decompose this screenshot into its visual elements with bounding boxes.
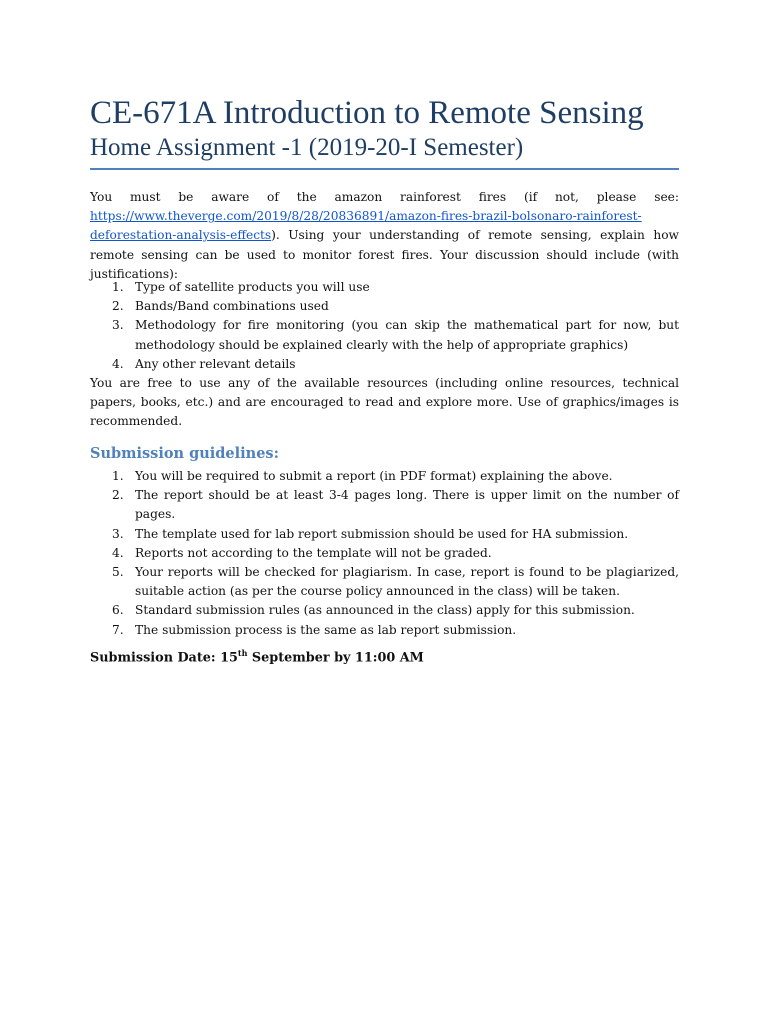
- list-item: [90, 621, 679, 640]
- submission-date-suffix: September by 11:00 AM: [247, 650, 424, 666]
- list-text: Standard submission rules (as announced in the class) apply for this submission.: [135, 603, 635, 618]
- article-link[interactable]: https://www.theverge.com/2019/8/28/20836891/amazon-fires-brazil-bolsonaro-rainforest-deforestation-analysis-effects: [90, 209, 642, 243]
- list-number: 2.: [112, 488, 124, 503]
- submission-date-ordinal: th: [237, 648, 248, 658]
- list-text: Methodology for fire monitoring (you can skip the mathematical part for now, but methodology should be explained clearly with the help of appropriate graphics): [135, 318, 679, 352]
- list-text: Bands/Band combinations used: [135, 299, 329, 314]
- list-text: Your reports will be checked for plagiarism. In case, report is found to be plagiarized, suitable action (as per the course policy announced in the class) will be taken.: [135, 565, 679, 599]
- list-text: Type of satellite products you will use: [135, 280, 370, 294]
- list-item: [90, 316, 679, 354]
- list-number: 1.: [112, 280, 124, 294]
- list-item: [90, 355, 679, 374]
- list-item: [90, 544, 679, 563]
- list-text: You will be required to submit a report (in PDF format) explaining the above.: [135, 469, 613, 483]
- list-item: [90, 467, 679, 486]
- list-number: 3.: [112, 526, 124, 541]
- list-item: [90, 278, 679, 297]
- list-number: 4.: [112, 356, 124, 371]
- guidelines-heading: Submission guidelines:: [90, 445, 279, 462]
- list-text: The template used for lab report submission should be used for HA submission.: [135, 526, 629, 541]
- intro-text-after: ). Using your understanding of remote sensing, explain how remote sensing can be used to monitor forest fires. Your discussion should include (with justifications):: [90, 228, 679, 281]
- list-number: 1.: [112, 469, 124, 483]
- document-subtitle: Home Assignment -1 (2019-20-I Semester): [90, 134, 524, 161]
- list-number: 7.: [112, 622, 124, 637]
- list-text: The report should be at least 3-4 pages long. There is upper limit on the number of pages.: [135, 488, 679, 522]
- list-item: [90, 297, 679, 316]
- list-text: Any other relevant details: [135, 356, 296, 371]
- guidelines-list: [90, 467, 679, 640]
- document-title: CE-671A Introduction to Remote Sensing: [90, 95, 644, 131]
- list-item: [90, 601, 679, 620]
- intro-paragraph: [90, 188, 679, 284]
- list-text: Reports not according to the template will not be graded.: [135, 545, 492, 560]
- list-number: 2.: [112, 299, 124, 314]
- resources-paragraph: You are free to use any of the available resources (including online resources, technical papers, books, etc.) and are encouraged to read and explore more. Use of graphics/images is recommended.: [90, 376, 679, 429]
- discussion-list: [90, 278, 679, 374]
- list-item: [90, 563, 679, 601]
- list-item: [90, 525, 679, 544]
- list-number: 4.: [112, 545, 124, 560]
- list-item: [90, 486, 679, 524]
- intro-text-before: You must be aware of the amazon rainforest fires (if not, please see:: [90, 190, 679, 204]
- list-number: 6.: [112, 603, 124, 618]
- list-number: 5.: [112, 565, 124, 580]
- submission-date-prefix: Submission Date: 15: [90, 650, 238, 666]
- title-divider: [90, 168, 679, 170]
- list-number: 3.: [112, 318, 124, 333]
- list-text: The submission process is the same as lab report submission.: [135, 622, 517, 637]
- submission-date: [90, 643, 424, 668]
